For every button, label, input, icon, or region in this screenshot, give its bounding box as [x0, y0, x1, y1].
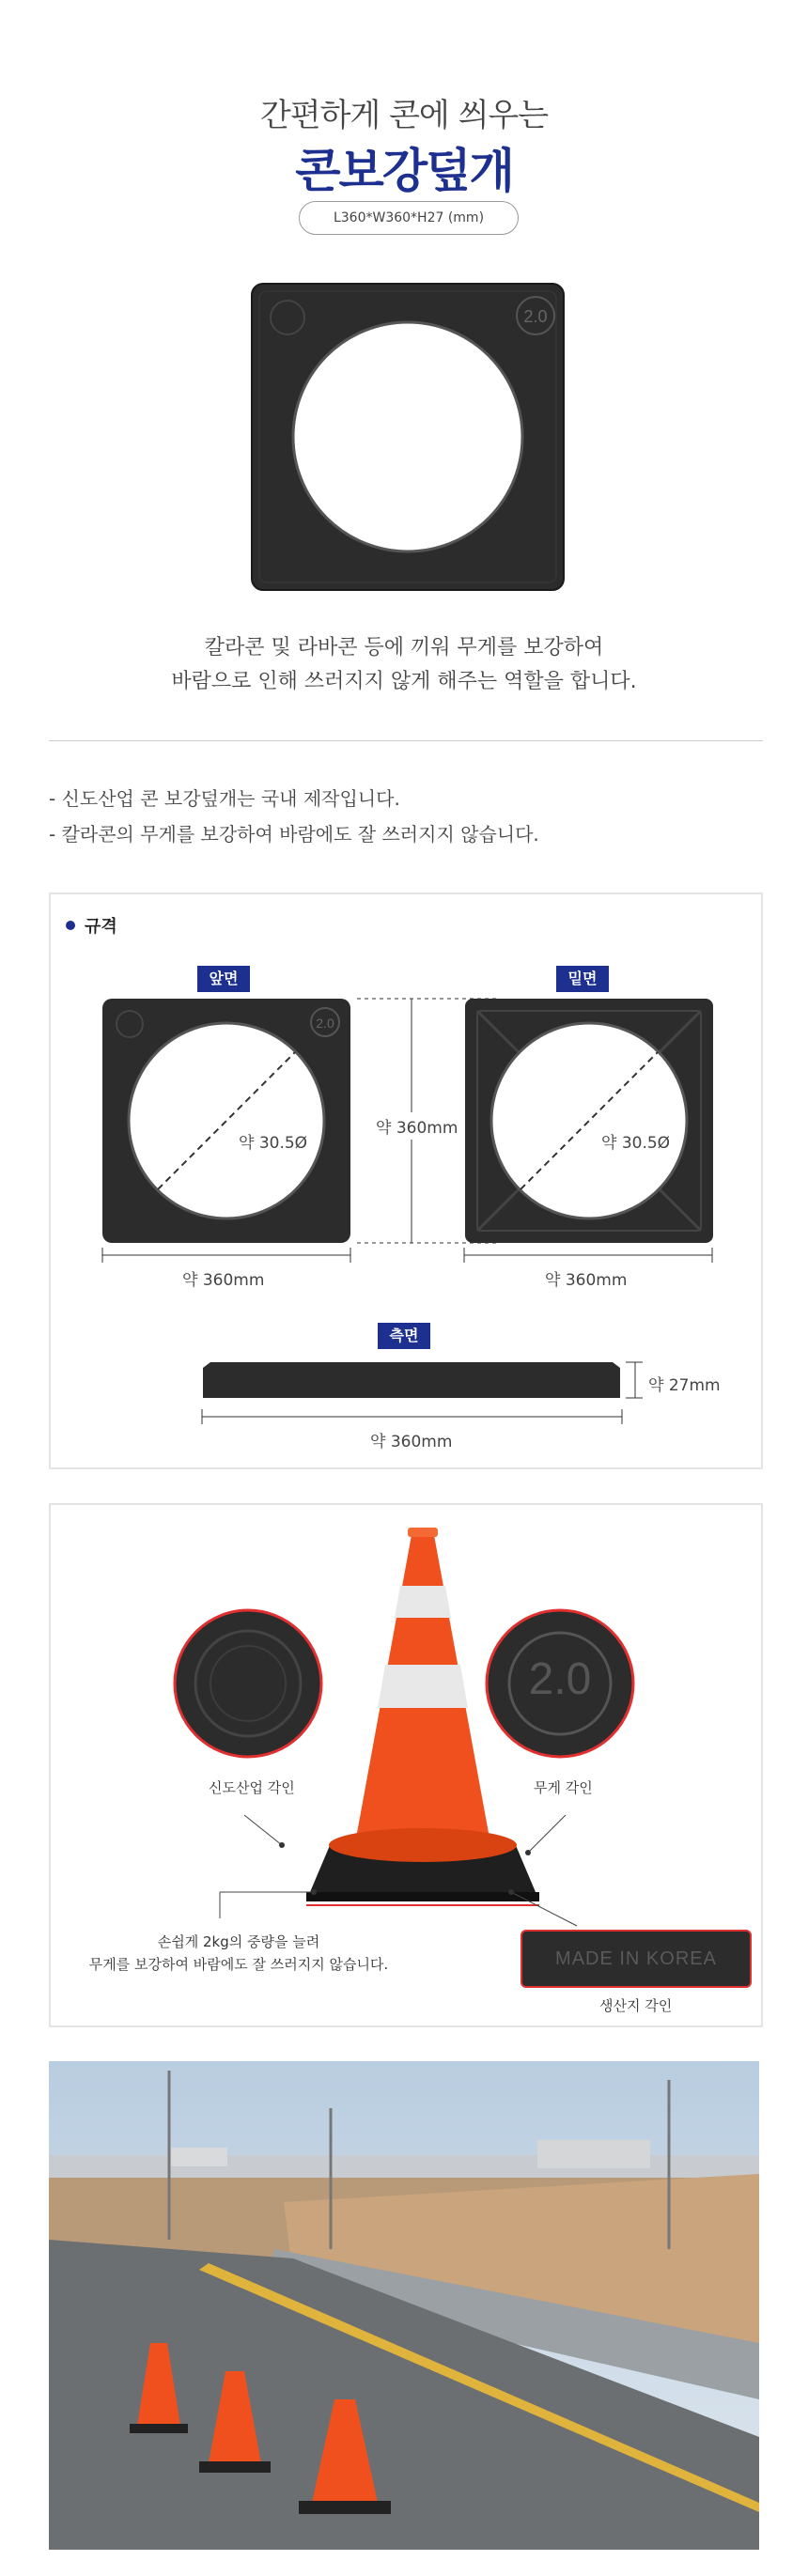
divider — [49, 740, 763, 741]
front-width: 약 360mm — [182, 1271, 265, 1290]
origin-label: 생산지 각인 — [599, 1997, 673, 2014]
front-diameter: 약 30.5Ø — [235, 1129, 311, 1153]
front-tag: 앞면 — [197, 966, 250, 992]
spec-panel — [49, 892, 763, 1469]
hero-title: 콘보강덮개 — [295, 144, 513, 198]
note-line-1: 손쉽게 2kg의 중량을 늘려 — [157, 1933, 320, 1950]
intro-line-2: 바람으로 인해 쓰러지지 않게 해주는 역할을 합니다. — [171, 670, 637, 693]
logo-label: 신도산업 각인 — [209, 1779, 295, 1796]
spec-pill: L360*W360*H27 (mm) — [299, 201, 519, 235]
side-view-drawing — [201, 1360, 624, 1402]
side-width: 약 360mm — [370, 1433, 453, 1451]
hero-badge: 2.0 — [523, 307, 548, 326]
back-diameter: 약 30.5Ø — [598, 1129, 674, 1153]
width-dimension-lines — [101, 1248, 714, 1263]
side-tag: 측면 — [378, 1323, 430, 1349]
front-badge: 2.0 — [316, 1016, 334, 1031]
note-line-2: 무게를 보강하여 바람에도 잘 쓰러지지 않습니다. — [88, 1956, 389, 1973]
origin-emboss-closeup: MADE IN KOREA — [521, 1930, 752, 1988]
feature-panel — [49, 1503, 763, 2027]
bullet-1: - 신도산업 콘 보강덮개는 국내 제작입니다. — [49, 787, 400, 810]
bullet-dot-icon — [66, 921, 75, 930]
weight-emboss-text: 2.0 — [528, 1654, 592, 1704]
back-view-drawing — [464, 998, 714, 1244]
thickness-dimension-lines — [624, 1358, 646, 1405]
weight-label: 무게 각인 — [534, 1779, 593, 1796]
bullet-2: - 칼라콘의 무게를 보강하여 바람에도 잘 쓰러지지 않습니다. — [49, 823, 539, 846]
hero-subtitle: 간편하게 콘에 씌우는 — [259, 97, 549, 134]
spec-heading: 규격 — [85, 917, 117, 937]
side-thickness: 약 27mm — [648, 1376, 721, 1395]
roadside-photo — [49, 2061, 759, 2550]
height-dimension: 약 360mm — [374, 1112, 459, 1140]
back-width: 약 360mm — [545, 1271, 628, 1290]
front-view-drawing — [101, 998, 351, 1244]
back-tag: 밑면 — [556, 966, 609, 992]
product-front-image — [250, 282, 566, 592]
side-width-lines — [201, 1409, 624, 1424]
intro-line-1: 칼라콘 및 라바콘 등에 끼워 무게를 보강하여 — [204, 636, 604, 660]
